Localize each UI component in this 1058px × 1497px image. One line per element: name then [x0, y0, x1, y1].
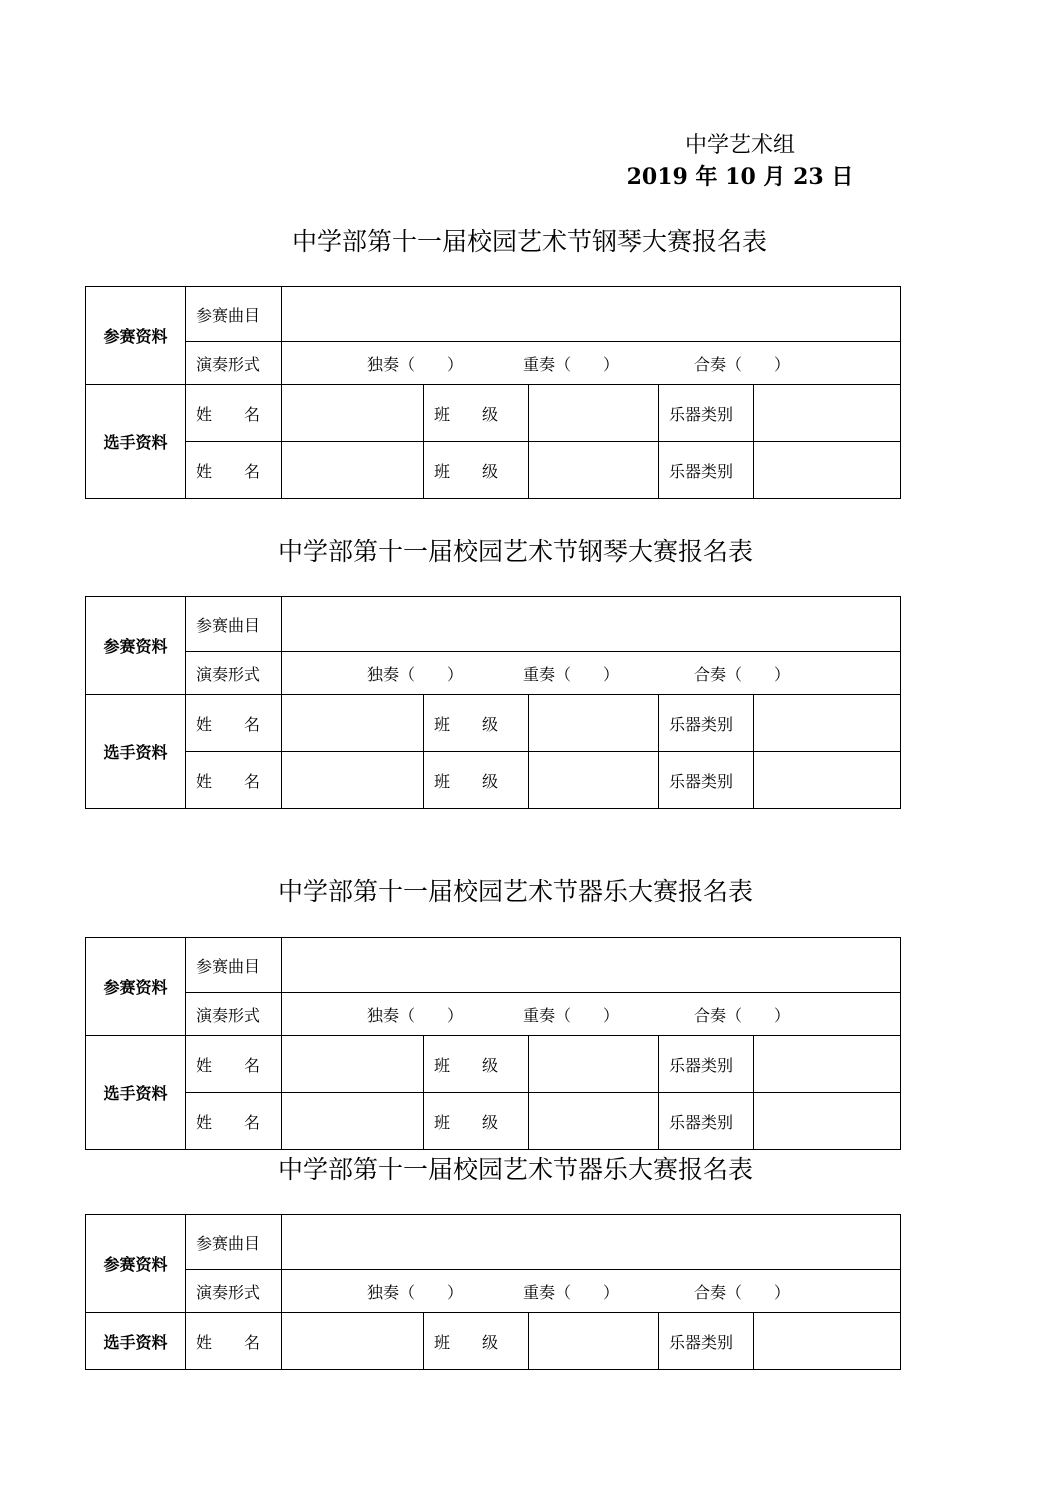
- name-label: 姓 名: [186, 1313, 282, 1370]
- section-entry-label: 参赛资料: [86, 1215, 186, 1313]
- performance-form-field[interactable]: [282, 342, 901, 385]
- name-field[interactable]: [282, 1313, 424, 1370]
- class-field[interactable]: [529, 385, 659, 442]
- registration-table: [85, 937, 901, 1150]
- name-field[interactable]: [282, 695, 424, 752]
- performance-form-field[interactable]: [282, 1270, 901, 1313]
- form-label: 演奏形式: [186, 993, 282, 1036]
- solo-option[interactable]: 独奏（ ）: [367, 1282, 464, 1302]
- duet-option[interactable]: 重奏（ ）: [523, 354, 620, 374]
- section-player-label: 选手资料: [86, 385, 186, 499]
- header-date: 2019 年 10 月 23 日: [626, 164, 854, 190]
- piece-label: 参赛曲目: [186, 287, 282, 342]
- instrument-label: 乐器类别: [659, 1093, 754, 1150]
- piece-field[interactable]: [282, 938, 901, 993]
- name-label: 姓 名: [186, 442, 282, 499]
- instrument-label: 乐器类别: [659, 385, 754, 442]
- class-label: 班 级: [424, 385, 529, 442]
- instrument-label: 乐器类别: [659, 1036, 754, 1093]
- registration-table: [85, 286, 901, 499]
- instrument-field[interactable]: [754, 1093, 901, 1150]
- ensemble-option[interactable]: 合奏（ ）: [694, 1005, 791, 1025]
- piece-label: 参赛曲目: [186, 938, 282, 993]
- name-label: 姓 名: [186, 1036, 282, 1093]
- piece-field[interactable]: [282, 1215, 901, 1270]
- name-label: 姓 名: [186, 385, 282, 442]
- section-entry-label: 参赛资料: [86, 938, 186, 1036]
- name-field[interactable]: [282, 1036, 424, 1093]
- registration-table: [85, 596, 901, 809]
- class-field[interactable]: [529, 752, 659, 809]
- registration-table: [85, 1214, 901, 1370]
- section-entry-label: 参赛资料: [86, 597, 186, 695]
- name-field[interactable]: [282, 442, 424, 499]
- header-org: 中学艺术组: [684, 133, 795, 158]
- piece-label: 参赛曲目: [186, 597, 282, 652]
- piece-field[interactable]: [282, 287, 901, 342]
- instrument-field[interactable]: [754, 1036, 901, 1093]
- form-label: 演奏形式: [186, 1270, 282, 1313]
- instrument-field[interactable]: [754, 442, 901, 499]
- form-title: 中学部第十一届校园艺术节器乐大赛报名表: [278, 877, 754, 906]
- solo-option[interactable]: 独奏（ ）: [367, 354, 464, 374]
- class-field[interactable]: [529, 1313, 659, 1370]
- section-player-label: 选手资料: [86, 695, 186, 809]
- section-player-label: 选手资料: [86, 1313, 186, 1370]
- section-entry-label: 参赛资料: [86, 287, 186, 385]
- class-field[interactable]: [529, 695, 659, 752]
- form-label: 演奏形式: [186, 652, 282, 695]
- instrument-field[interactable]: [754, 695, 901, 752]
- name-label: 姓 名: [186, 752, 282, 809]
- ensemble-option[interactable]: 合奏（ ）: [694, 354, 791, 374]
- name-field[interactable]: [282, 752, 424, 809]
- class-label: 班 级: [424, 752, 529, 809]
- instrument-field[interactable]: [754, 1313, 901, 1370]
- name-label: 姓 名: [186, 695, 282, 752]
- class-label: 班 级: [424, 1313, 529, 1370]
- class-field[interactable]: [529, 1036, 659, 1093]
- instrument-label: 乐器类别: [659, 442, 754, 499]
- name-label: 姓 名: [186, 1093, 282, 1150]
- instrument-label: 乐器类别: [659, 695, 754, 752]
- form-title: 中学部第十一届校园艺术节钢琴大赛报名表: [292, 227, 768, 256]
- piece-field[interactable]: [282, 597, 901, 652]
- instrument-field[interactable]: [754, 752, 901, 809]
- solo-option[interactable]: 独奏（ ）: [367, 1005, 464, 1025]
- duet-option[interactable]: 重奏（ ）: [523, 1282, 620, 1302]
- class-field[interactable]: [529, 1093, 659, 1150]
- performance-form-field[interactable]: [282, 993, 901, 1036]
- ensemble-option[interactable]: 合奏（ ）: [694, 664, 791, 684]
- name-field[interactable]: [282, 385, 424, 442]
- class-field[interactable]: [529, 442, 659, 499]
- instrument-label: 乐器类别: [659, 1313, 754, 1370]
- class-label: 班 级: [424, 1093, 529, 1150]
- class-label: 班 级: [424, 442, 529, 499]
- ensemble-option[interactable]: 合奏（ ）: [694, 1282, 791, 1302]
- form-label: 演奏形式: [186, 342, 282, 385]
- duet-option[interactable]: 重奏（ ）: [523, 664, 620, 684]
- class-label: 班 级: [424, 1036, 529, 1093]
- form-title: 中学部第十一届校园艺术节器乐大赛报名表: [278, 1155, 754, 1184]
- piece-label: 参赛曲目: [186, 1215, 282, 1270]
- form-title: 中学部第十一届校园艺术节钢琴大赛报名表: [278, 537, 754, 566]
- class-label: 班 级: [424, 695, 529, 752]
- section-player-label: 选手资料: [86, 1036, 186, 1150]
- instrument-field[interactable]: [754, 385, 901, 442]
- duet-option[interactable]: 重奏（ ）: [523, 1005, 620, 1025]
- instrument-label: 乐器类别: [659, 752, 754, 809]
- performance-form-field[interactable]: [282, 652, 901, 695]
- solo-option[interactable]: 独奏（ ）: [367, 664, 464, 684]
- name-field[interactable]: [282, 1093, 424, 1150]
